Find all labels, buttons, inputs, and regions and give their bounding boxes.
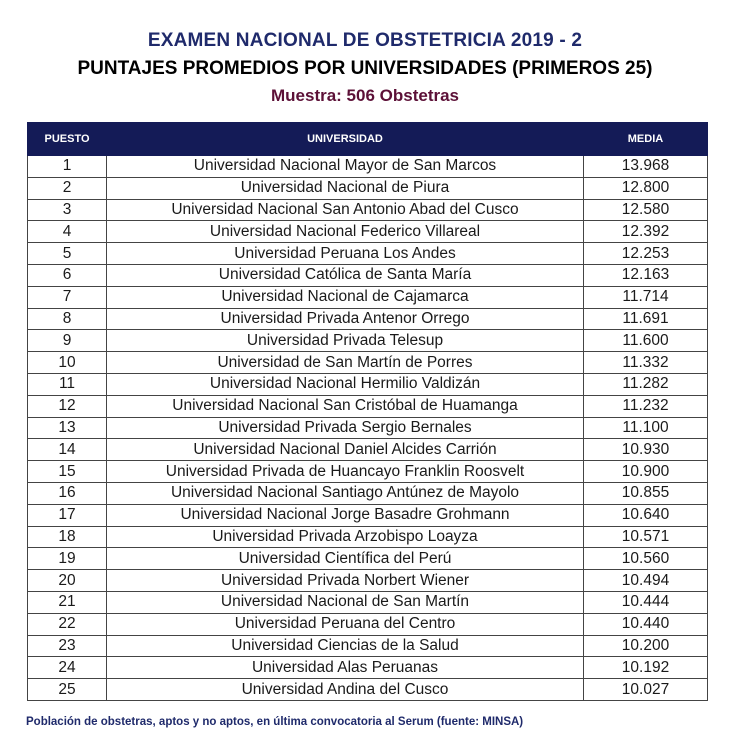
- table-row: [28, 264, 708, 286]
- table-row: [28, 286, 708, 308]
- mean-score-cell: 10.571: [584, 526, 708, 548]
- university-cell: Universidad Andina del Cusco: [107, 679, 584, 701]
- table-row: [28, 417, 708, 439]
- mean-score-cell: 10.494: [584, 570, 708, 592]
- mean-score-cell: 11.600: [584, 330, 708, 352]
- rank-cell: 16: [28, 482, 107, 504]
- table-row: [28, 395, 708, 417]
- rank-cell: 8: [28, 308, 107, 330]
- table-row: [28, 221, 708, 243]
- table-row: [28, 156, 708, 178]
- mean-score-cell: 11.232: [584, 395, 708, 417]
- mean-score-cell: 12.580: [584, 199, 708, 221]
- university-cell: Universidad Privada Telesup: [107, 330, 584, 352]
- mean-score-cell: 13.968: [584, 156, 708, 178]
- university-cell: Universidad Católica de Santa María: [107, 264, 584, 286]
- rank-cell: 17: [28, 504, 107, 526]
- rank-cell: 23: [28, 635, 107, 657]
- table-row: [28, 635, 708, 657]
- mean-score-cell: 12.163: [584, 264, 708, 286]
- table-row: [28, 657, 708, 679]
- rank-cell: 6: [28, 264, 107, 286]
- rank-cell: 20: [28, 570, 107, 592]
- rank-cell: 22: [28, 613, 107, 635]
- university-cell: Universidad Privada Norbert Wiener: [107, 570, 584, 592]
- university-cell: Universidad Nacional Santiago Antúnez de Mayolo: [107, 482, 584, 504]
- table-row: [28, 570, 708, 592]
- table-header-row: [28, 123, 708, 156]
- university-cell: Universidad Científica del Perú: [107, 548, 584, 570]
- table-row: [28, 352, 708, 374]
- university-cell: Universidad Nacional Hermilio Valdizán: [107, 373, 584, 395]
- rank-cell: 4: [28, 221, 107, 243]
- university-cell: Universidad Nacional de Cajamarca: [107, 286, 584, 308]
- table-row: [28, 504, 708, 526]
- scores-table: [27, 122, 708, 701]
- mean-score-cell: 11.332: [584, 352, 708, 374]
- university-cell: Universidad Nacional Jorge Basadre Grohmann: [107, 504, 584, 526]
- rank-cell: 13: [28, 417, 107, 439]
- mean-score-cell: 10.640: [584, 504, 708, 526]
- mean-score-cell: 10.027: [584, 679, 708, 701]
- mean-score-cell: 11.691: [584, 308, 708, 330]
- table-row: [28, 526, 708, 548]
- university-cell: Universidad Peruana del Centro: [107, 613, 584, 635]
- table-row: [28, 308, 708, 330]
- sample-size: Muestra: 506 Obstetras: [270, 86, 460, 105]
- rank-cell: 10: [28, 352, 107, 374]
- table-row: [28, 613, 708, 635]
- mean-score-cell: 10.440: [584, 613, 708, 635]
- university-cell: Universidad Ciencias de la Salud: [107, 635, 584, 657]
- column-header-media: MEDIA: [584, 123, 708, 156]
- rank-cell: 25: [28, 679, 107, 701]
- university-cell: Universidad Nacional de Piura: [107, 177, 584, 199]
- rank-cell: 19: [28, 548, 107, 570]
- mean-score-cell: 11.100: [584, 417, 708, 439]
- university-cell: Universidad Peruana Los Andes: [107, 243, 584, 265]
- mean-score-cell: 10.200: [584, 635, 708, 657]
- university-cell: Universidad Nacional San Antonio Abad del Cusco: [107, 199, 584, 221]
- mean-score-cell: 12.392: [584, 221, 708, 243]
- mean-score-cell: 10.930: [584, 439, 708, 461]
- table-row: [28, 679, 708, 701]
- table-row: [28, 373, 708, 395]
- university-cell: Universidad de San Martín de Porres: [107, 352, 584, 374]
- page-title: EXAMEN NACIONAL DE OBSTETRICIA 2019 - 2: [147, 30, 583, 51]
- column-header-universidad: UNIVERSIDAD: [107, 123, 584, 156]
- table-row: [28, 439, 708, 461]
- university-cell: Universidad Privada Arzobispo Loayza: [107, 526, 584, 548]
- rank-cell: 2: [28, 177, 107, 199]
- rank-cell: 11: [28, 373, 107, 395]
- university-cell: Universidad Privada de Huancayo Franklin Roosvelt: [107, 461, 584, 483]
- rank-cell: 21: [28, 591, 107, 613]
- mean-score-cell: 12.800: [584, 177, 708, 199]
- mean-score-cell: 10.444: [584, 591, 708, 613]
- table-row: [28, 199, 708, 221]
- university-cell: Universidad Privada Antenor Orrego: [107, 308, 584, 330]
- rank-cell: 3: [28, 199, 107, 221]
- mean-score-cell: 10.560: [584, 548, 708, 570]
- rank-cell: 18: [28, 526, 107, 548]
- mean-score-cell: 11.714: [584, 286, 708, 308]
- rank-cell: 15: [28, 461, 107, 483]
- mean-score-cell: 11.282: [584, 373, 708, 395]
- rank-cell: 12: [28, 395, 107, 417]
- table-row: [28, 177, 708, 199]
- mean-score-cell: 10.855: [584, 482, 708, 504]
- page-subtitle: PUNTAJES PROMEDIOS POR UNIVERSIDADES (PRIMEROS 25): [77, 58, 653, 79]
- rank-cell: 5: [28, 243, 107, 265]
- table-body: [28, 156, 708, 701]
- table-row: [28, 482, 708, 504]
- mean-score-cell: 10.900: [584, 461, 708, 483]
- footnote: Población de obstetras, aptos y no aptos, en última convocatoria al Serum (fuente: MINSA): [26, 716, 524, 728]
- rank-cell: 14: [28, 439, 107, 461]
- university-cell: Universidad Privada Sergio Bernales: [107, 417, 584, 439]
- table-row: [28, 330, 708, 352]
- table-row: [28, 548, 708, 570]
- mean-score-cell: 12.253: [584, 243, 708, 265]
- university-cell: Universidad Nacional Mayor de San Marcos: [107, 156, 584, 178]
- table-row: [28, 243, 708, 265]
- mean-score-cell: 10.192: [584, 657, 708, 679]
- table-row: [28, 591, 708, 613]
- university-cell: Universidad Nacional Daniel Alcides Carrión: [107, 439, 584, 461]
- university-cell: Universidad Alas Peruanas: [107, 657, 584, 679]
- rank-cell: 24: [28, 657, 107, 679]
- university-cell: Universidad Nacional de San Martín: [107, 591, 584, 613]
- rank-cell: 7: [28, 286, 107, 308]
- university-cell: Universidad Nacional San Cristóbal de Huamanga: [107, 395, 584, 417]
- rank-cell: 9: [28, 330, 107, 352]
- table-row: [28, 461, 708, 483]
- rank-cell: 1: [28, 156, 107, 178]
- university-cell: Universidad Nacional Federico Villareal: [107, 221, 584, 243]
- column-header-puesto: PUESTO: [28, 123, 107, 156]
